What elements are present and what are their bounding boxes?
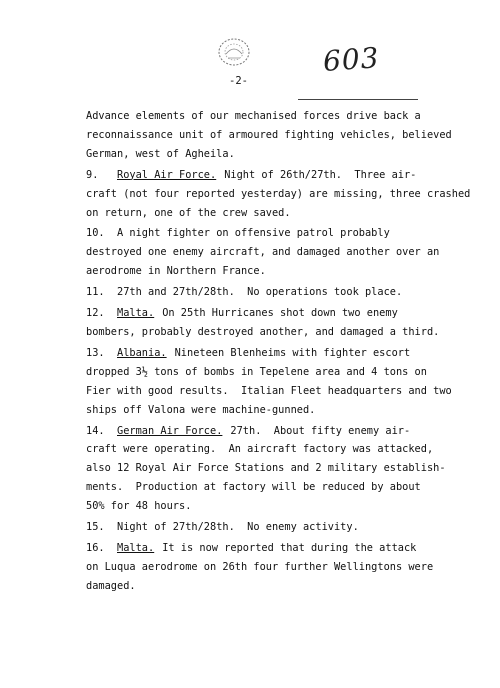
paragraph-number: 16. [86, 541, 105, 554]
paragraph-number: 12. [86, 307, 105, 320]
line-text: ments. Production at factory will be reduced by about [86, 481, 421, 494]
paragraph-number: 11. [86, 286, 105, 299]
line-text: Advance elements of our mechanised forces drive back a [86, 110, 421, 122]
paragraph-number: 14. [86, 424, 105, 437]
text-line [86, 401, 486, 420]
text-line [86, 497, 486, 516]
text-line [86, 422, 486, 441]
line-text: Fier with good results. Italian Fleet headquarters and two [86, 384, 452, 397]
line-text: on Luqua aerodrome on 26th four further Wellingtons were [86, 560, 434, 573]
paragraph-heading: German Air Force. [117, 424, 223, 437]
line-text: 27th and 27th/28th. No operations took place. [117, 286, 403, 299]
text-line [86, 459, 486, 478]
line-text: also 12 Royal Air Force Stations and 2 military establish- [86, 462, 446, 475]
line-text: craft were operating. An aircraft factory was attacked, [86, 443, 434, 456]
paragraph [86, 107, 486, 164]
line-text: on return, one of the crew saved. [86, 206, 291, 219]
text-line [86, 478, 486, 497]
paragraph [86, 166, 486, 223]
text-line [86, 243, 486, 262]
line-text: Night of 26th/27th. Three air- [224, 168, 417, 181]
text-line [86, 344, 486, 363]
paragraph-number: 13. [86, 346, 105, 359]
text-line [86, 558, 486, 577]
paragraph-number: 10. [86, 227, 105, 240]
paragraph-heading: Royal Air Force. [117, 168, 217, 181]
line-text: A night fighter on offensive patrol probably [117, 227, 390, 240]
line-text: destroyed one enemy aircraft, and damaged another over an [86, 246, 440, 259]
line-text: craft (not four reported yesterday) are missing, three crashed [86, 187, 471, 200]
line-text: 50% for 48 hours. [86, 500, 192, 513]
document-body [86, 107, 486, 598]
line-text: It is now reported that during the attack [162, 541, 417, 554]
paragraph-heading: Albania. [117, 346, 167, 359]
separator-line [298, 99, 418, 100]
text-line [86, 107, 486, 126]
paragraph [86, 344, 486, 420]
line-text: Night of 27th/28th. No enemy activity. [117, 521, 359, 534]
line-text: dropped 3½ tons of bombs in Tepelene area and 4 tons on [86, 365, 427, 378]
text-line [86, 518, 486, 537]
paragraph-number: 15. [86, 521, 105, 534]
text-line [86, 145, 486, 164]
paragraph [86, 539, 486, 596]
paragraph [86, 518, 486, 537]
text-line [86, 283, 486, 302]
text-line [86, 224, 486, 243]
line-text: bombers, probably destroyed another, and damaged a third. [86, 325, 440, 338]
paragraph [86, 224, 486, 281]
seal-stamp-icon [214, 34, 254, 70]
paragraph [86, 422, 486, 517]
text-line [86, 126, 486, 145]
text-line [86, 204, 486, 223]
text-line [86, 363, 486, 382]
line-text: German, west of Agheila. [86, 147, 235, 160]
handwritten-annotation: 603 [321, 41, 381, 78]
line-text: aerodrome in Northern France. [86, 265, 266, 278]
line-text: ships off Valona were machine-gunned. [86, 403, 316, 416]
text-line [86, 440, 486, 459]
text-line [86, 166, 486, 185]
text-line [86, 304, 486, 323]
line-text: reconnaissance unit of armoured fighting vehicles, believed [86, 128, 452, 141]
text-line [86, 185, 486, 204]
paragraph-heading: Malta. [117, 307, 155, 320]
line-text: 27th. About fifty enemy air- [230, 424, 411, 437]
text-line [86, 577, 486, 596]
paragraph-heading: Malta. [117, 541, 155, 554]
paragraph-number: 9. [86, 168, 99, 181]
line-text: damaged. [86, 579, 136, 592]
text-line [86, 323, 486, 342]
paragraph [86, 283, 486, 302]
page-number: -2- [229, 75, 248, 87]
line-text: Nineteen Blenheims with fighter escort [174, 346, 411, 359]
line-text: On 25th Hurricanes shot down two enemy [162, 307, 398, 320]
text-line [86, 262, 486, 281]
paragraph [86, 304, 486, 342]
text-line [86, 539, 486, 558]
text-line [86, 382, 486, 401]
